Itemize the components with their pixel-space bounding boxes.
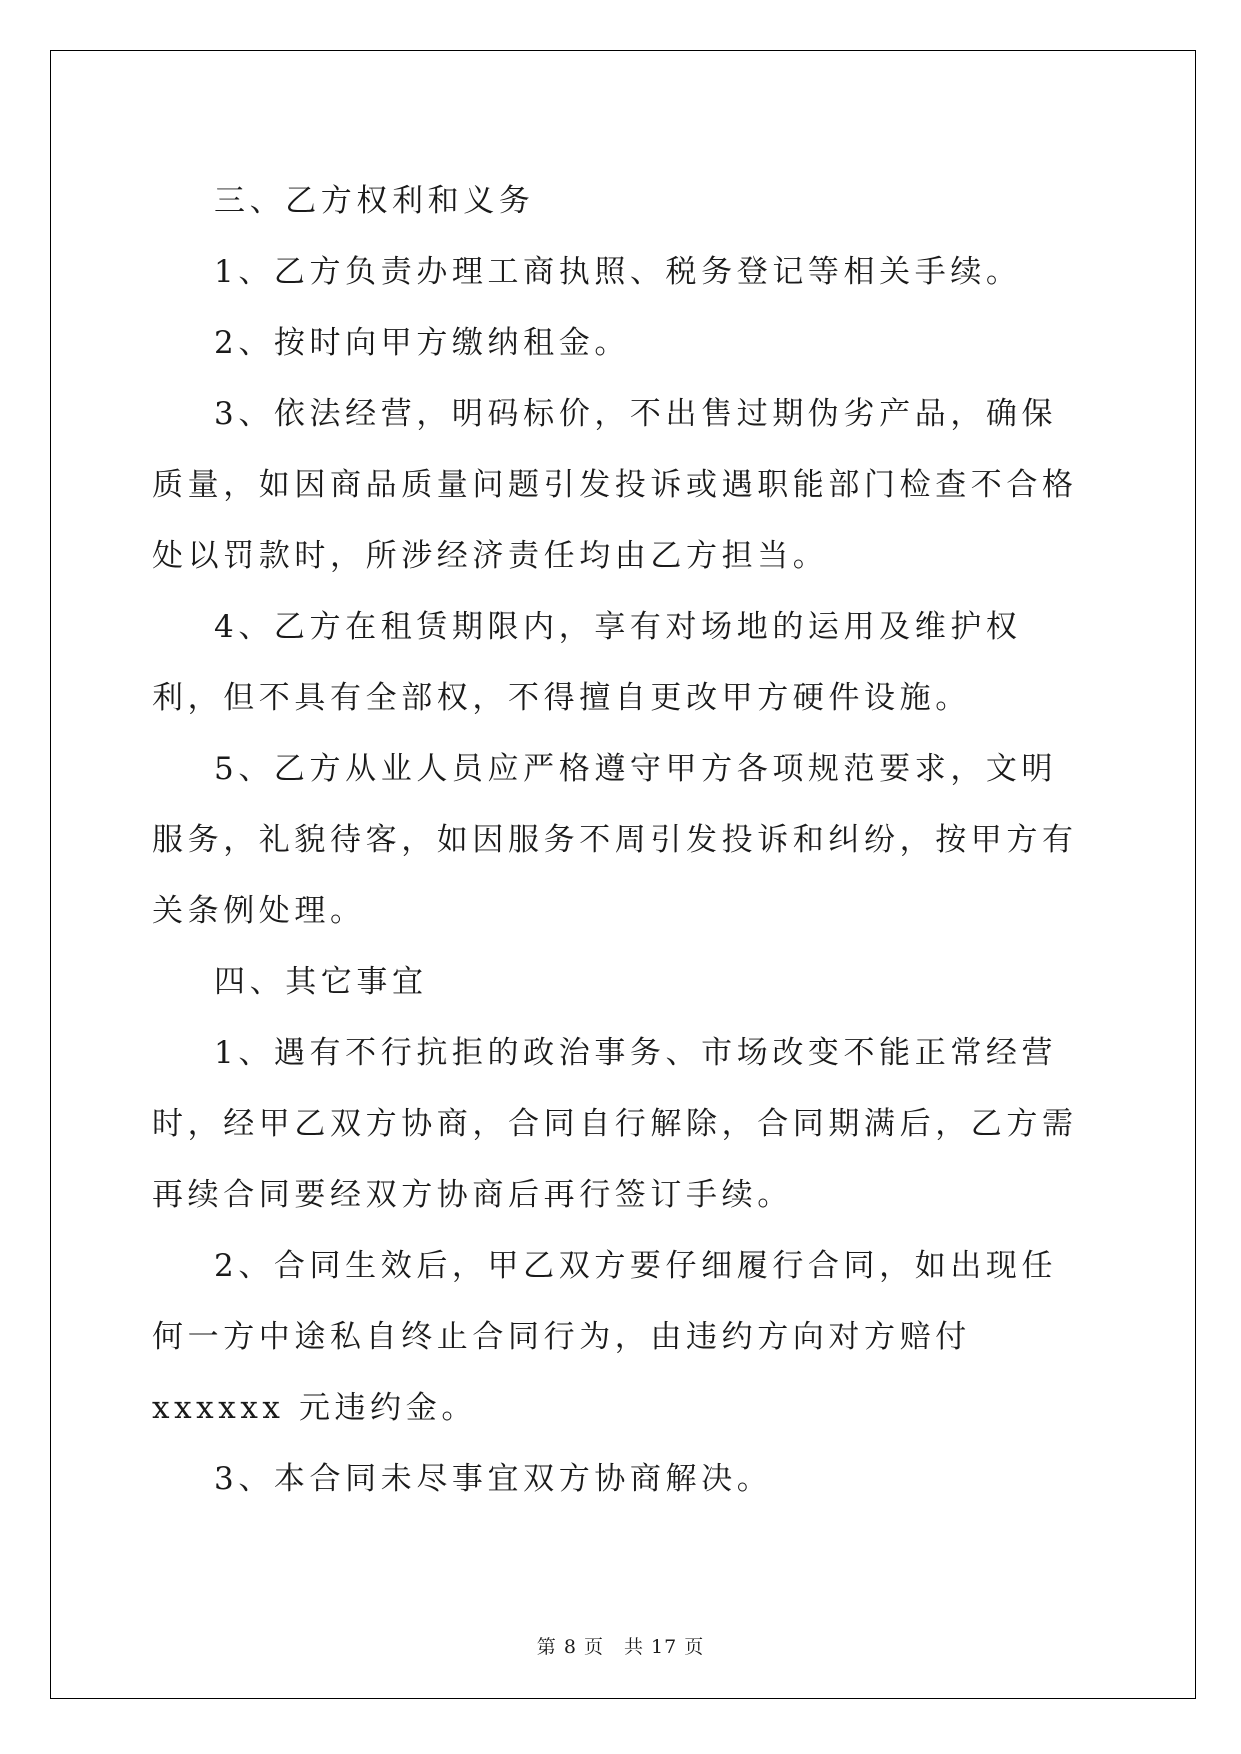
section-heading-3: 三、乙方权利和义务 <box>214 183 535 219</box>
page-footer <box>0 1632 1241 1659</box>
paragraph-item: 1、乙方负责办理工商执照、税务登记等相关手续。 <box>214 254 1022 290</box>
paragraph-item: 3、依法经营，明码标价，不出售过期伪劣产品，确保质量，如因商品质量问题引发投诉或遇职能部门检查不合格处以罚款时，所涉经济责任均由乙方担当。 <box>152 396 1078 574</box>
paragraph-item: 4、乙方在租赁期限内，享有对场地的运用及维护权利，但不具有全部权，不得擅自更改甲方硬件设施。 <box>152 609 1022 716</box>
document-body <box>152 166 1092 1515</box>
page-number: 第 8 页 <box>536 1636 604 1658</box>
paragraph-item: 2、合同生效后，甲乙双方要仔细履行合同，如出现任何一方中途私自终止合同行为，由违约方向对方赔付 xxxxxx 元违约金。 <box>152 1248 1058 1426</box>
section-heading-4: 四、其它事宜 <box>214 964 428 1000</box>
paragraph-item: 1、遇有不行抗拒的政治事务、市场改变不能正常经营时，经甲乙双方协商，合同自行解除，合同期满后，乙方需再续合同要经双方协商后再行签订手续。 <box>152 1035 1078 1213</box>
paragraph-item: 5、乙方从业人员应严格遵守甲方各项规范要求，文明服务，礼貌待客，如因服务不周引发投诉和纠纷，按甲方有关条例处理。 <box>152 751 1078 929</box>
paragraph-item: 3、本合同未尽事宜双方协商解决。 <box>214 1461 773 1497</box>
paragraph-item: 2、按时向甲方缴纳租金。 <box>214 325 630 361</box>
page-total: 共 17 页 <box>623 1636 705 1658</box>
